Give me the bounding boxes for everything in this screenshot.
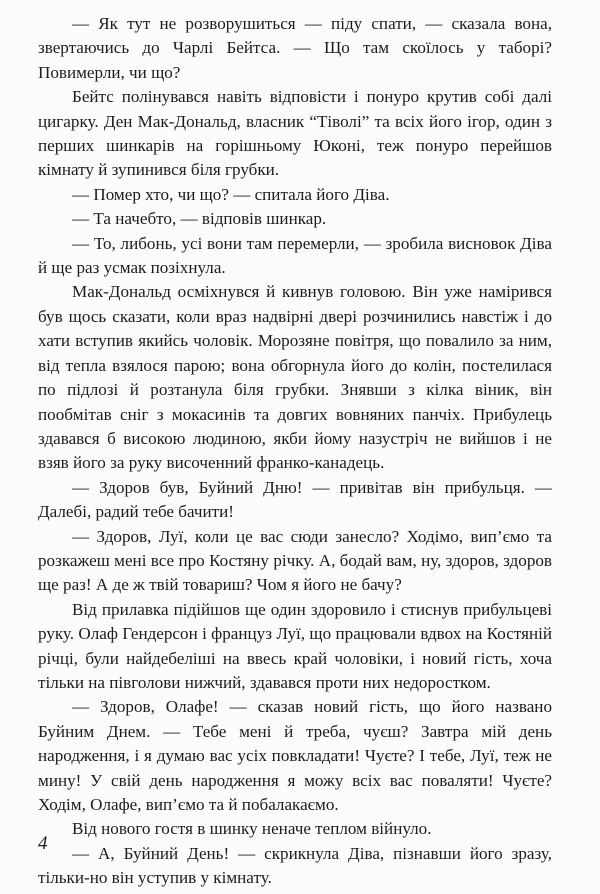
paragraph: — Як тут не розворушиться — піду спати, — сказала вона, звертаючись до Чарлі Бейтса. — Що там скоїлось у таборі? Повимерли, чи що? [38,14,552,82]
body-text [38,12,552,891]
paragraph: Мак-Дональд осміхнувся й кивнув головою. Він уже намірився був щось сказати, коли враз надвірні двері розчинились навстіж і до хати вступив якийсь чоловік. Морозяне повітря, що повалило за ним, від тепла взялося парою; вона обгорнула його до колін, постелилася по підлозі й розтанула біля грубки. Знявши з кілка віник, він пообмітав сніг з мокасинів та довгих вовняних панчіх. Прибулець здавався б високою людиною, якби йому назустріч не вийшов і не взяв його за руку височенний франко-канадець. [38,282,552,473]
paragraph: — То, либонь, усі вони там перемерли, — зробила висновок Діва й ще раз усмак позіхнула. [38,233,552,278]
paragraph: — Та начебто, — відповів шинкар. [72,209,327,229]
paragraph: Бейтс полінувався навіть відповісти і понуро крутив собі далі цигарку. Ден Мак-Дональд, власник “Тіволі” та всіх його ігор, один з перших шинкарів на горішньому Юконі, теж понуро перейшов кімнату й зупинився біля грубки. [38,87,552,180]
paragraph: Від нового гостя в шинку неначе теплом війнуло. [72,819,432,839]
page-number: 4 [38,833,48,854]
paragraph: — А, Буйний День! — скрикнула Діва, пізнавши його зразу, тільки-но він уступив у кімнату. [38,843,552,888]
paragraph: — Здоров був, Буйний Дню! — привітав він прибульця. — Далебі, радий тебе бачити! [38,477,552,522]
paragraph: — Помер хто, чи що? — спитала його Діва. [72,184,390,204]
paragraph: — Здоров, Олафе! — сказав новий гість, що його названо Буйним Днем. — Тебе мені й треба, чуєш? Завтра мій день народження, і я думаю вас усіх повкладати! Чуєте? І тебе, Луї, теж не мину! У свій день народження я можу всіх вас поваляти! Чуєте? Ходім, Олафе, вип’ємо та й побалакаємо. [38,697,552,814]
paragraph: — Здоров, Луї, коли це вас сюди занесло? Ходімо, вип’ємо та розкажеш мені все про Костяну річку. А, бодай вам, ну, здоров, здоров ще раз! А де ж твій товариш? Чом я його не бачу? [38,526,552,595]
paragraph: Від прилавка підійшов ще один здоровило і стиснув прибульцеві руку. Олаф Гендерсон і француз Луї, що працювали вдвох на Костяній річці, були найдебеліші на ввесь край чоловіки, і новий гість, хоча тільки на півголови нижчий, здавався проти них недоростком. [38,599,552,692]
